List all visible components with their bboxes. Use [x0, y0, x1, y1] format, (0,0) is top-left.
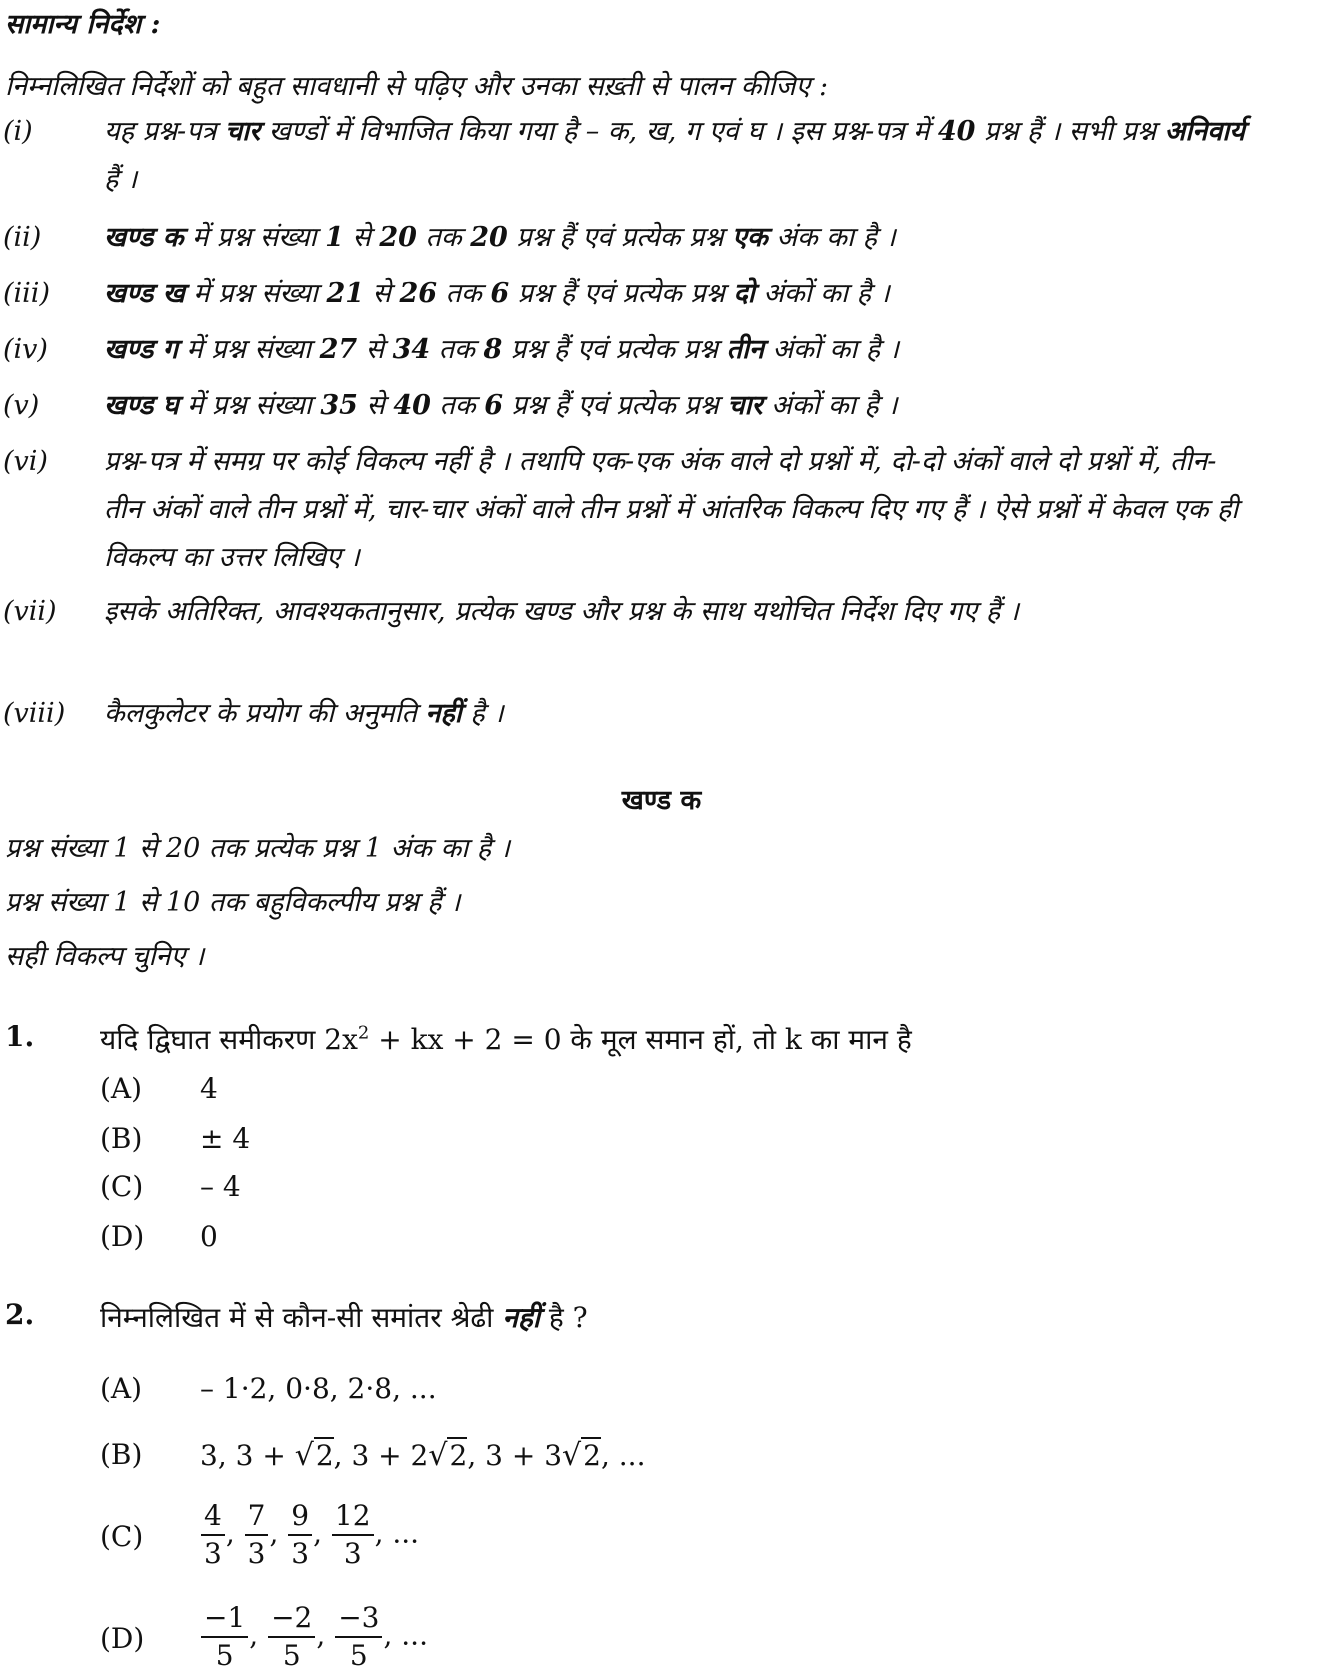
instruction-number: (iv): [3, 334, 48, 365]
instruction-text: खण्ड ख में प्रश्न संख्या 21 से 26 तक 6 प्रश्न हैं एवं प्रत्येक प्रश्न दो अंकों का है ।: [104, 278, 890, 309]
instruction-number: (vi): [3, 446, 48, 477]
fraction: $\frac{7}{3}$: [245, 1498, 269, 1572]
fraction: $\frac{-2}{5}$: [268, 1600, 315, 1674]
instruction-number: (v): [3, 390, 40, 421]
question-text: यदि द्विघात समीकरण $2x^2$ + kx + 2 = 0 के मूल समान हों, तो k का मान है: [100, 1022, 912, 1056]
option-value: $\frac{-1}{5}$ , $\frac{-2}{5}$ , $\frac{-3}{5}$ , ...: [200, 1600, 428, 1674]
question-number: 2.: [5, 1298, 35, 1331]
general-instructions-heading: सामान्य निर्देश :: [5, 9, 161, 40]
option-value: 0: [200, 1220, 218, 1253]
option-label: (C): [100, 1170, 144, 1203]
instruction-text: खण्ड ग में प्रश्न संख्या 27 से 34 तक 8 प्रश्न हैं एवं प्रत्येक प्रश्न तीन अंकों का है ।: [104, 334, 899, 365]
instruction-text: खण्ड घ में प्रश्न संख्या 35 से 40 तक 6 प्रश्न हैं एवं प्रत्येक प्रश्न चार अंकों का है ।: [104, 390, 898, 421]
instruction-text: इसके अतिरिक्त, आवश्यकतानुसार, प्रत्येक खण्ड और प्रश्न के साथ यथोचित निर्देश दिए गए हैं ।: [104, 596, 1019, 627]
instruction-number: (iii): [3, 278, 50, 309]
instruction-number: (ii): [3, 222, 42, 253]
instruction-text: प्रश्न-पत्र में समग्र पर कोई विकल्प नहीं है । तथापि एक-एक अंक वाले दो प्रश्नों में, दो-दो अंकों वाले दो प्रश्नों में, तीन-तीन अंकों वाले तीन प्रश्नों में, चार-चार अंकों वाले तीन प्रश्नों में आंतरिक विकल्प दिए गए हैं । ऐसे प्रश्नों में केवल एक ही विकल्प का उत्तर लिखिए ।: [104, 446, 1239, 573]
option-value: – 1·2, 0·8, 2·8, ...: [200, 1372, 437, 1405]
option-label: (D): [100, 1220, 145, 1253]
option[interactable]: [0, 1498, 1323, 1578]
option-value: ± 4: [200, 1122, 251, 1155]
instruction-text: खण्ड क में प्रश्न संख्या 1 से 20 तक 20 प्रश्न हैं एवं प्रत्येक प्रश्न एक अंक का है ।: [104, 222, 896, 253]
section-note: प्रश्न संख्या 1 से 20 तक प्रत्येक प्रश्न 1 अंक का है ।: [5, 833, 510, 864]
option-label: (B): [100, 1122, 143, 1155]
instruction-number: (viii): [3, 698, 66, 729]
fraction: $\frac{-1}{5}$: [201, 1600, 248, 1674]
option-value: – 4: [200, 1170, 241, 1203]
option-label: (C): [100, 1520, 144, 1553]
option-label: (A): [100, 1072, 143, 1105]
question-number: 1.: [5, 1020, 35, 1053]
fraction: $\frac{12}{3}$: [332, 1498, 374, 1572]
instruction-text: यह प्रश्न-पत्र चार खण्डों में विभाजित किया गया है – क, ख, ग एवं घ । इस प्रश्न-पत्र में 40 प्रश्न हैं । सभी प्रश्न अनिवार्य हैं ।: [104, 116, 1245, 195]
instruction-text: कैलकुलेटर के प्रयोग की अनुमति नहीं है ।: [104, 698, 504, 729]
instruction-number: (i): [3, 116, 33, 147]
option[interactable]: [0, 1600, 1323, 1675]
option-value: $\frac{4}{3}$ , $\frac{7}{3}$ , $\frac{9}{3}$ , $\frac{12}{3}$ , ...: [200, 1498, 419, 1572]
fraction: $\frac{4}{3}$: [201, 1498, 225, 1572]
general-instructions-intro: निम्नलिखित निर्देशों को बहुत सावधानी से पढ़िए और उनका सख़्ती से पालन कीजिए :: [5, 71, 829, 102]
fraction: $\frac{9}{3}$: [288, 1498, 312, 1572]
option-value: 4: [200, 1072, 218, 1105]
option-label: (B): [100, 1438, 143, 1471]
instruction-number: (vii): [3, 596, 57, 627]
section-title: खण्ड क: [621, 785, 702, 816]
section-note: सही विकल्प चुनिए ।: [5, 941, 205, 972]
question-text: निम्नलिखित में से कौन-सी समांतर श्रेढी नहीं है ?: [100, 1301, 588, 1334]
option-value: 3, 3 + √2, 3 + 2√2, 3 + 3√2, ...: [200, 1438, 646, 1473]
section-note: प्रश्न संख्या 1 से 10 तक बहुविकल्पीय प्रश्न हैं ।: [5, 887, 461, 918]
fraction: $\frac{-3}{5}$: [335, 1600, 382, 1674]
option-label: (A): [100, 1372, 143, 1405]
option-label: (D): [100, 1622, 145, 1655]
